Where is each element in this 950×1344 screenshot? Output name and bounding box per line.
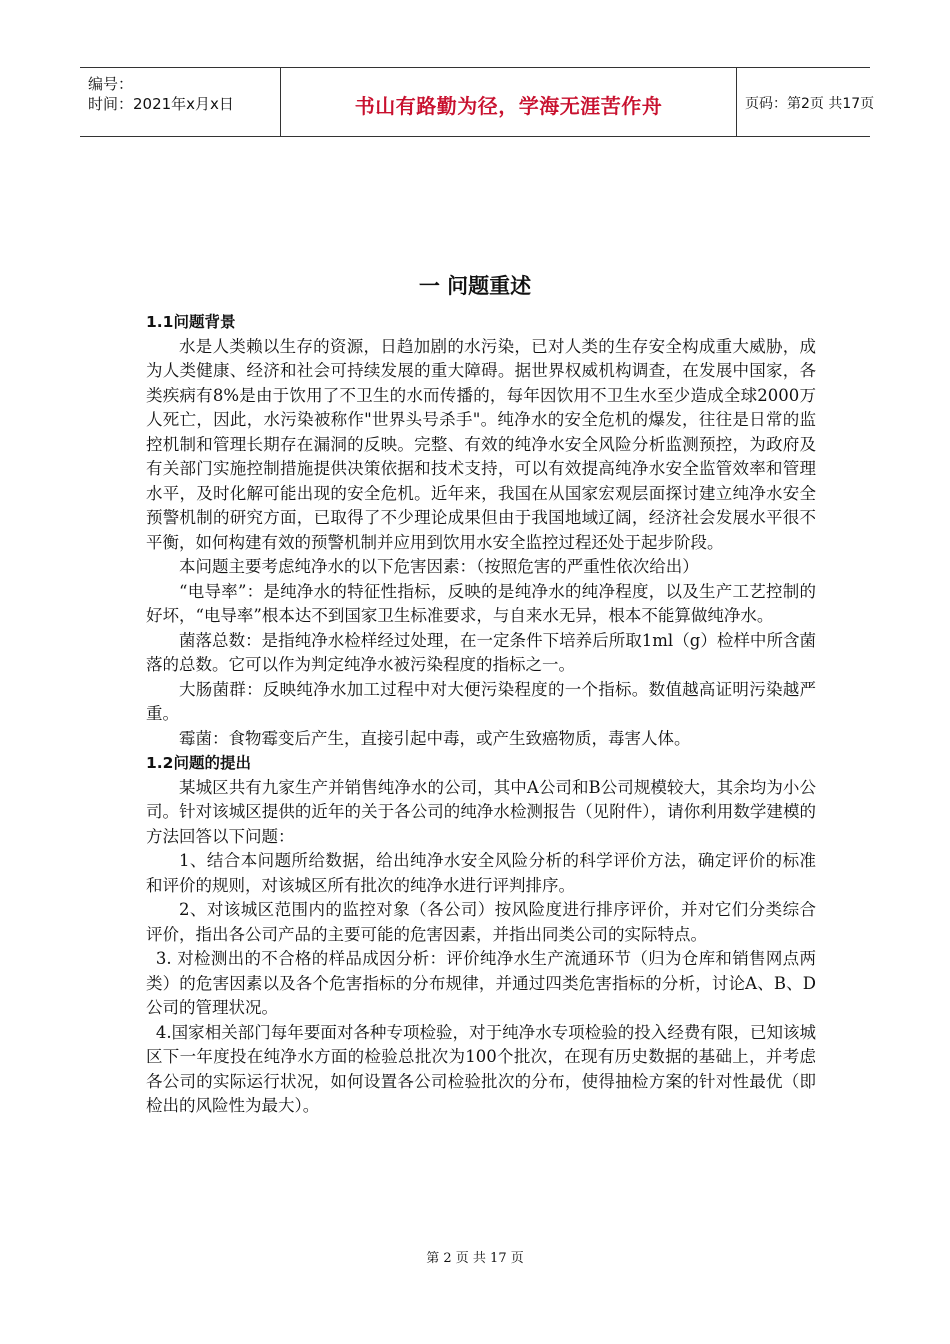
question-item: 1、结合本问题所给数据，给出纯净水安全风险分析的科学评价方法，确定评价的标准和评价的规则，对该城区所有批次的纯净水进行评判排序。 [146,851,816,895]
page-header [80,67,875,137]
paragraph: 本问题主要考虑纯净水的以下危害因素：（按照危害的严重性依次给出） [179,557,699,576]
header-meta [80,68,281,136]
section-heading-problem: 1.2问题的提出 [146,754,251,772]
paragraph: 霉菌：食物霉变后产生，直接引起中毒，或产生致癌物质，毒害人体。 [179,728,691,748]
motto: 书山有路勤为径，学海无涯苦作舟 [354,94,663,118]
document-body [146,310,816,1119]
question-item: 4.国家相关部门每年要面对各种专项检验，对于纯净水专项检验的投入经费有限，已知该城区下一年度投在纯净水方面的检验总批次为100个批次，在现有历史数据的基础上，并考虑各公司的实际运行状况，如何设置各公司检验批次的分布，使得抽检方案的针对性最优（即检出的风险性为最大）。 [146,1022,816,1115]
question-item: 2、对该城区范围内的监控对象（各公司）按风险度进行排序评价，并对它们分类综合评价，指出各公司产品的主要可能的危害因素，并指出同类公司的实际特点。 [146,900,816,944]
paragraph: 某城区共有九家生产并销售纯净水的公司，其中A公司和B公司规模较大，其余均为小公司。针对该城区提供的近年的关于各公司的纯净水检测报告（见附件），请你利用数学建模的方法回答以下问题： [146,777,816,846]
paragraph: 大肠菌群：反映纯净水加工过程中对大便污染程度的一个指标。数值越高证明污染越严重。 [146,679,816,723]
section-heading-background: 1.1问题背景 [146,313,236,331]
chapter-title: 一 问题重述 [418,274,532,298]
number-label: 编号： [88,75,134,93]
paragraph: 菌落总数：是指纯净水检样经过处理，在一定条件下培养后所取1ml（g）检样中所含菌落的总数。它可以作为判定纯净水被污染程度的指标之一。 [146,630,816,674]
time-label: 时间：2021年x月x日 [88,95,234,113]
paragraph: 水是人类赖以生存的资源，日趋加剧的水污染，已对人类的生存安全构成重大威胁，成为人类健康、经济和社会可持续发展的重大障碍。据世界权威机构调查，在发展中国家，各类疾病有8%是由于饮用了不卫生的水而传播的，每年因饮用不卫生水至少造成全球2000万人死亡，因此，水污染被称作"世界头号杀手"。纯净水的安全危机的爆发，往往是日常的监控机制和管理长期存在漏洞的反映。完整、有效的纯净水安全风险分析监测预控，为政府及有关部门实施控制措施提供决策依据和技术支持，可以有效提高纯净水安全监管效率和管理水平，及时化解可能出现的安全危机。近年来，我国在从国家宏观层面探讨建立纯净水安全预警机制的研究方面，已取得了不少理论成果但由于我国地域辽阔，经济社会发展水平很不平衡，如何构建有效的预警机制并应用到饮用水安全监控过程还处于起步阶段。 [146,336,816,552]
header-motto-cell [281,68,737,136]
question-item: 3. 对检测出的不合格的样品成因分析：评价纯净水生产流通环节（归为仓库和销售网点两类）的危害因素以及各个危害指标的分布规律，并通过四类危害指标的分析，讨论A、B、D公司的管理状况。 [146,949,816,1017]
page-indicator: 页码：第2页 共17页 [745,96,875,112]
page-footer: 第 2 页 共 17 页 [426,1251,524,1266]
paragraph: “电导率”：是纯净水的特征性指标，反映的是纯净水的纯净程度，以及生产工艺控制的好坏，“电导率”根本达不到国家卫生标准要求，与自来水无异，根本不能算做纯净水。 [146,581,816,625]
